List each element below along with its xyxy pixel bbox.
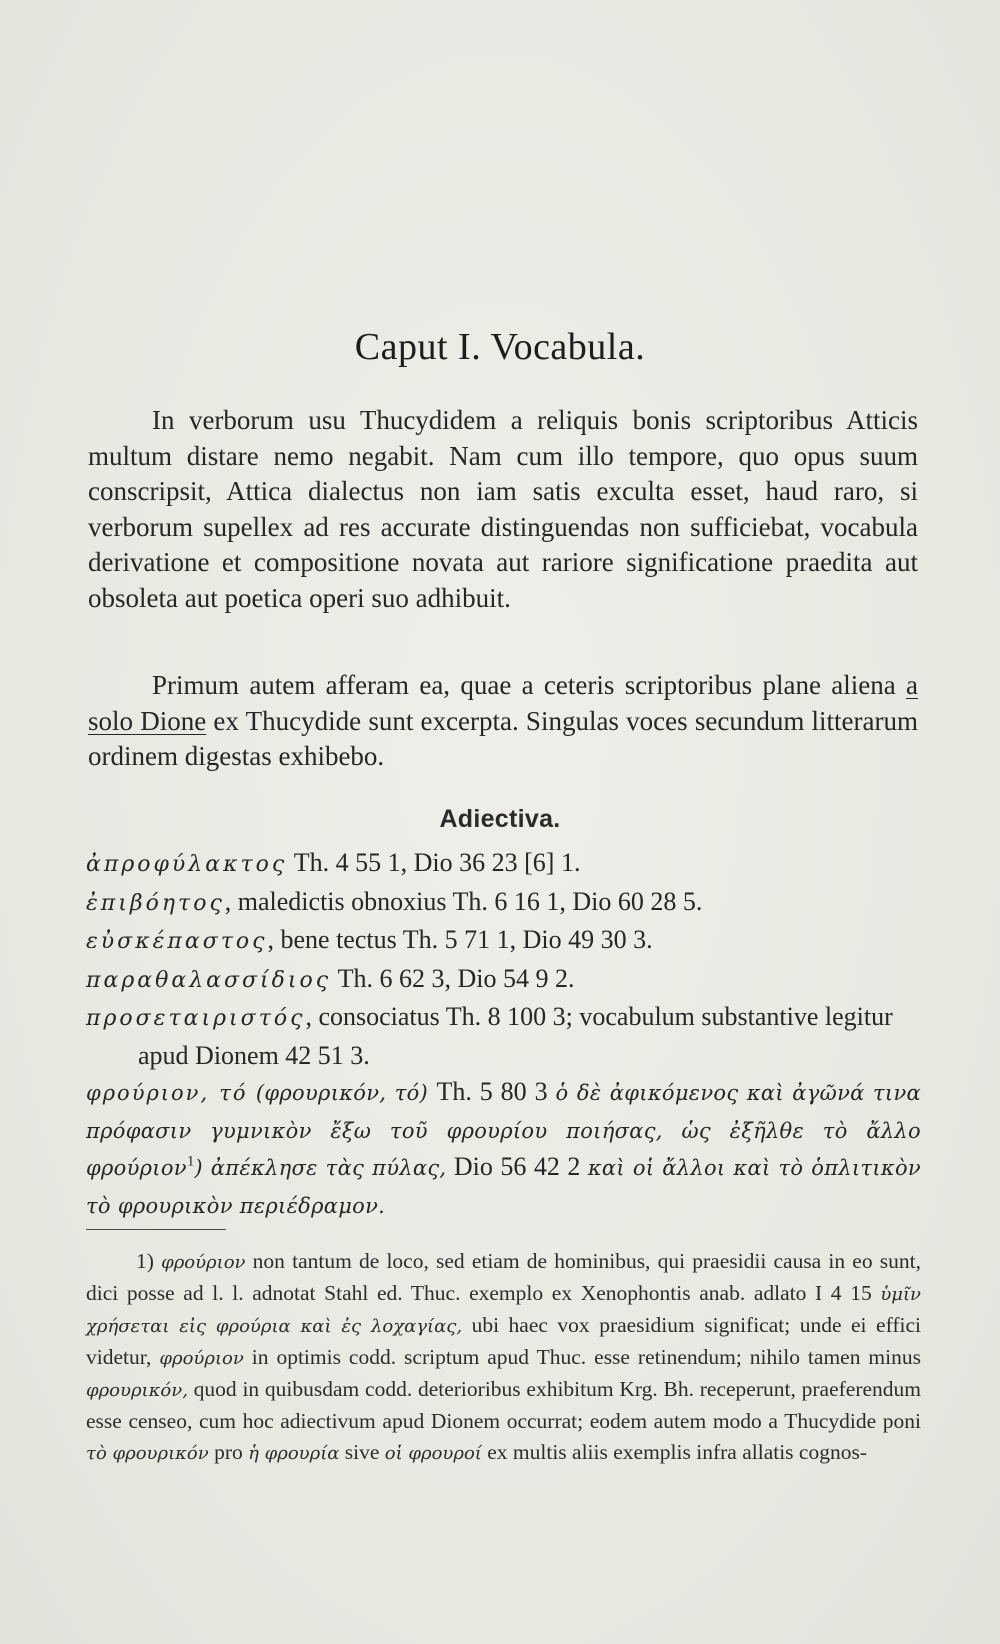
entry-headword: παραθαλασσίδιος (86, 967, 332, 993)
greek-word: τὸ φρουρικόν (86, 1443, 209, 1464)
footnote-text: ubi haec vox praesidium significat; unde ei effici videtur, (86, 1313, 921, 1369)
entry-text: Th. 4 55 1, Dio 36 23 [6] 1. (287, 848, 581, 877)
entry-reference: Dio 56 42 2 (446, 1152, 588, 1181)
footnote-text: sive (339, 1440, 385, 1464)
footnote-text: in optimis codd. scriptum apud Thuc. esse retinendum; nihilo tamen minus (243, 1345, 921, 1369)
greek-word: φρούριον (161, 1252, 246, 1273)
list-item (86, 961, 921, 1000)
footnote-text: ex multis aliis exemplis infra allatis cognos- (481, 1440, 867, 1464)
list-item (86, 845, 921, 884)
footnote-body (86, 1246, 921, 1469)
greek-quotation: ὁ δὲ ἀφικόμενος καὶ ἀγῶνά τινα πρόφασιν γυμνικὸν ἔξω τοῦ φρουρίου ποιήσας, ὡς ἐξῆλθε τὸ ἄλλο φρούριον (86, 1081, 922, 1180)
entry-variant: (φρουρικόν, τό) (247, 1081, 437, 1105)
footnote-divider (86, 1229, 226, 1230)
footnote-reference: 1 (186, 1153, 195, 1170)
entry-text: , maledictis obnoxius Th. 6 16 1, Dio 60 28 5. (224, 886, 703, 916)
paragraph-method-text-end: ex Thucydide sunt excerpta. Singulas voces secundum litterarum ordinem digestas exhibebo. (88, 705, 918, 771)
footnote-marker: 1) (136, 1249, 162, 1273)
footnote (86, 1246, 921, 1469)
footnote-text: pro (208, 1440, 249, 1464)
list-item (86, 1074, 921, 1224)
paragraph-method-text: Primum autem afferam ea, quae a ceteris scriptoribus plane aliena (152, 670, 907, 700)
entry-reference: Th. 5 80 3 (436, 1077, 556, 1106)
paragraph-intro: In verborum usu Thucydidem a reliquis bonis scriptoribus Atticis multum distare nemo negabit. Nam cum illo tempore, quo opus suum conscripsit, Attica dialectus non iam satis exculta esset, haud raro, si verborum supellex ad res accurate distinguendas non sufficiebat, vocabula derivatione et compositione novata aut rariore significatione praedita aut obsoleta aut poetica operi suo adhibuit. (88, 405, 918, 613)
paragraph-method (88, 668, 918, 775)
entry-headword: ἐπιβόητος (86, 890, 225, 916)
greek-word: οἱ φρουροί (384, 1443, 482, 1464)
section-heading: Adiectiva. (439, 805, 561, 833)
greek-word: ὑμῖν χρήσεται εἰς φρούρια καὶ ἐς λοχαγίας, (86, 1284, 921, 1337)
list-item (86, 884, 921, 923)
footnote-text: quod in quibusdam codd. deterioribus exhibitum Krg. Bh. receperunt, praeferendum esse censeo, cum hoc adiectivum apud Dionem occurrat; eodem autem modo a Thucydide poni (86, 1377, 921, 1433)
footnote-text: non tantum de loco, sed etiam de hominibus, qui praesidii causa in eo sunt, dici posse ad l. l. adnotat Stahl ed. Thuc. exemplo ex Xenophontis anab. adlato I 4 15 (86, 1249, 921, 1305)
underlined-phrase: a solo Dione (88, 670, 918, 736)
list-item (86, 922, 921, 961)
entry-headword: ἀπροφύλακτος (86, 852, 288, 877)
greek-word: φρούριον (159, 1348, 244, 1369)
entry-text: , consociatus Th. 8 100 3; vocabulum substantive legitur apud Dionem 42 51 3. (138, 1002, 893, 1070)
list-item (86, 999, 921, 1074)
entry-list (86, 845, 921, 1224)
greek-word: ἡ φρουρία (248, 1443, 340, 1464)
entry-headword: φρούριον, τό (86, 1081, 248, 1105)
greek-quotation: ) ἀπέκλησε τὰς πύλας, (194, 1156, 447, 1180)
chapter-title: Caput I. Vocabula. (354, 326, 646, 368)
greek-quotation: καὶ οἱ ἄλλοι καὶ τὸ ὁπλιτικὸν τὸ φρουρικὸν περιέδραμον. (86, 1156, 921, 1218)
greek-word: φρουρικόν, (86, 1380, 188, 1401)
entry-headword: προσεταιριστός (86, 1006, 306, 1031)
entry-text: , bene tectus Th. 5 71 1, Dio 49 30 3. (267, 925, 653, 954)
entry-headword: εὐσκέπαστος (86, 929, 268, 954)
entry-text: Th. 6 62 3, Dio 54 9 2. (331, 963, 575, 993)
